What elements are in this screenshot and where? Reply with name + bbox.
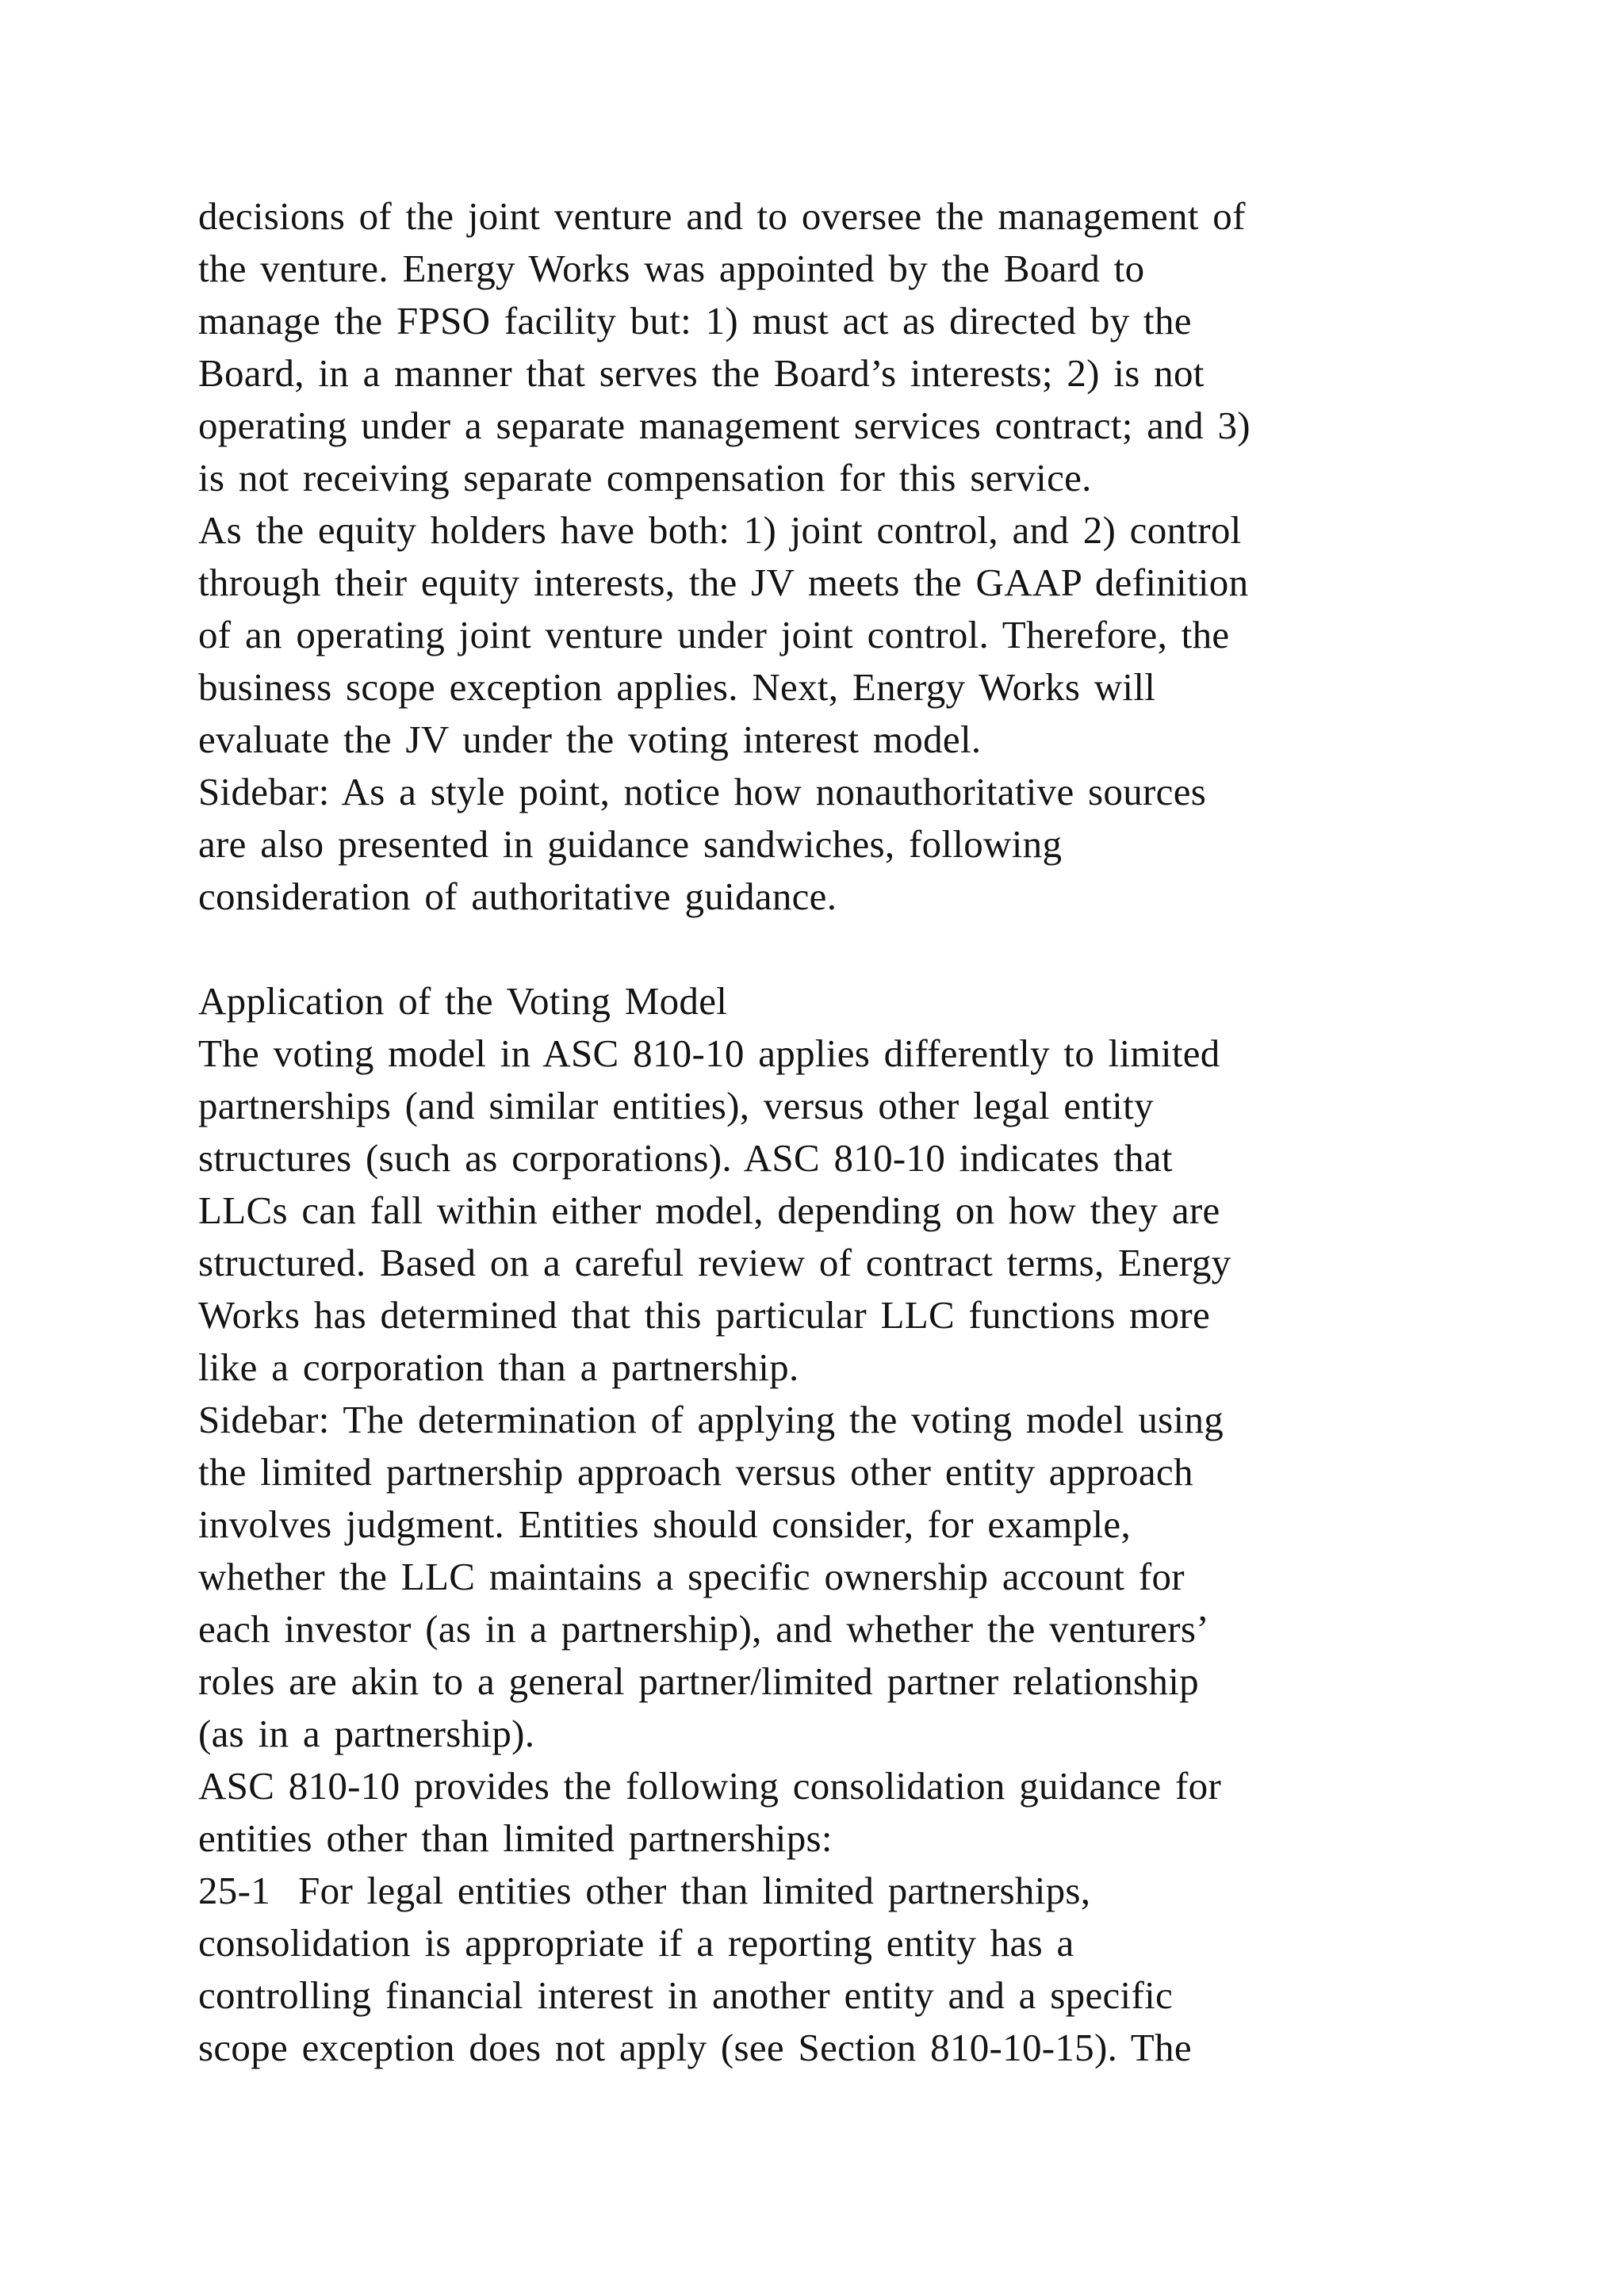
sidebar-line: each investor (as in a partnership), and whether the venturers’: [198, 1607, 1209, 1651]
text-line: the venture. Energy Works was appointed by the Board to: [198, 247, 1145, 290]
text-line: LLCs can fall within either model, depending on how they are: [198, 1188, 1220, 1232]
sidebar-line: Sidebar: As a style point, notice how nonauthoritative sources: [198, 770, 1207, 813]
text-line: of an operating joint venture under joint control. Therefore, the: [198, 613, 1230, 656]
sidebar-line: whether the LLC maintains a specific ownership account for: [198, 1555, 1185, 1598]
quoted-guidance-line: consolidation is appropriate if a reporting entity has a: [198, 1921, 1074, 1965]
text-line: manage the FPSO facility but: 1) must act as directed by the: [198, 299, 1192, 342]
text-line: Board, in a manner that serves the Board’s interests; 2) is not: [198, 351, 1205, 395]
text-line: decisions of the joint venture and to oversee the management of: [198, 194, 1246, 238]
text-line: partnerships (and similar entities), versus other legal entity: [198, 1084, 1154, 1127]
text-line: Works has determined that this particular LLC functions more: [198, 1293, 1211, 1337]
sidebar-line: Sidebar: The determination of applying the voting model using: [198, 1398, 1224, 1441]
text-line: entities other than limited partnerships:: [198, 1816, 833, 1860]
text-line: ASC 810-10 provides the following consolidation guidance for: [198, 1764, 1222, 1808]
text-line: business scope exception applies. Next, Energy Works will: [198, 665, 1156, 709]
quoted-guidance-line: controlling financial interest in another entity and a specific: [198, 1973, 1174, 2017]
sidebar-line: consideration of authoritative guidance.: [198, 874, 837, 918]
sidebar-line: (as in a partnership).: [198, 1712, 535, 1755]
text-line: like a corporation than a partnership.: [198, 1345, 799, 1389]
quoted-guidance-line: 25-1 For legal entities other than limited partnerships,: [198, 1869, 1091, 1912]
sidebar-line: the limited partnership approach versus other entity approach: [198, 1450, 1193, 1494]
document-body: [198, 190, 1546, 2074]
text-line: through their equity interests, the JV meets the GAAP definition: [198, 561, 1249, 604]
text-line: is not receiving separate compensation for this service.: [198, 456, 1092, 499]
text-line: operating under a separate management services contract; and 3): [198, 404, 1251, 447]
text-line: The voting model in ASC 810-10 applies differently to limited: [198, 1031, 1220, 1075]
sidebar-line: involves judgment. Entities should consider, for example,: [198, 1502, 1132, 1546]
text-line: structured. Based on a careful review of contract terms, Energy: [198, 1241, 1231, 1284]
sidebar-line: are also presented in guidance sandwiches, following: [198, 822, 1063, 866]
text-line: evaluate the JV under the voting interest model.: [198, 718, 982, 761]
section-heading: Application of the Voting Model: [198, 979, 728, 1023]
text-line: As the equity holders have both: 1) joint control, and 2) control: [198, 508, 1242, 552]
quoted-guidance-line: scope exception does not apply (see Section 810-10-15). The: [198, 2026, 1192, 2069]
sidebar-line: roles are akin to a general partner/limited partner relationship: [198, 1659, 1199, 1703]
text-line: structures (such as corporations). ASC 810-10 indicates that: [198, 1136, 1173, 1180]
blank-line: [198, 923, 1546, 975]
